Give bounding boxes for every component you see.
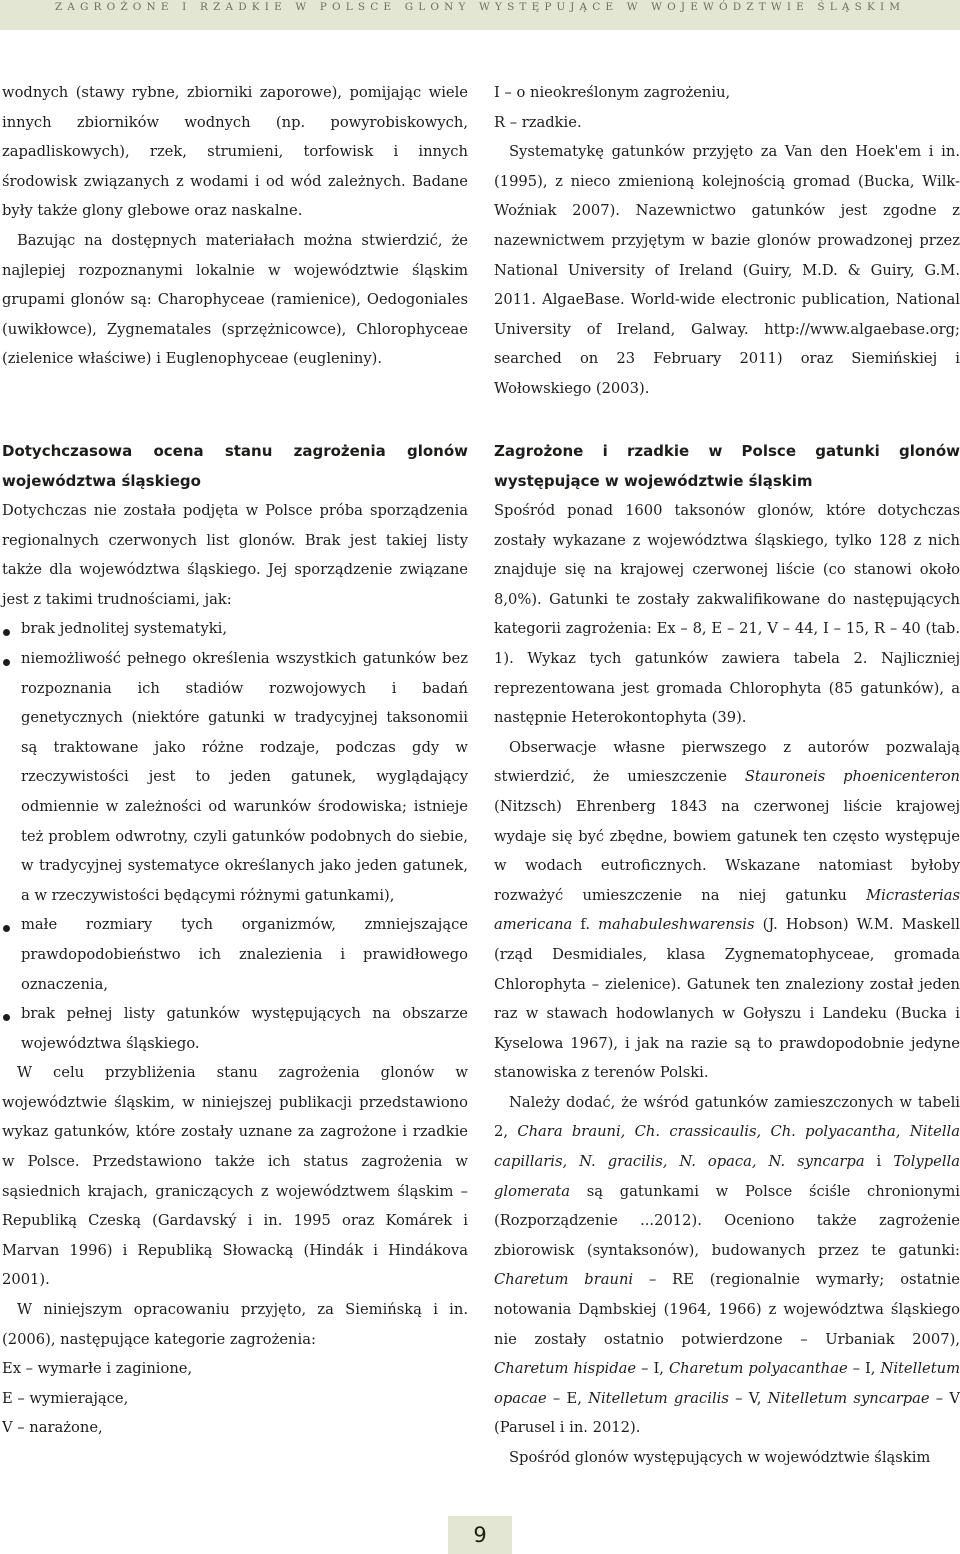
page-number: 9 [448, 1516, 512, 1554]
list-item-text: brak jednolitej systematyki, [21, 620, 228, 638]
species-name: Charetum polyacanthae [668, 1360, 848, 1378]
list-item [2, 614, 468, 644]
bullet-icon [3, 629, 10, 636]
list-item [2, 999, 468, 1058]
observations-paragraph [494, 733, 960, 1088]
category-v: V – narażone, [2, 1419, 103, 1437]
left-column-assessment [2, 436, 468, 1443]
species-name: Charetum brauni [494, 1271, 634, 1289]
running-header-bar [0, 0, 960, 30]
groups-paragraph: Bazując na dostępnych materiałach można stwierdzić, że najlepiej rozpoznanymi lokalnie w województwie śląskim grupami glonów są: Charophyceae (ramienice), Oedogoniales (uwikłowce), Zygnematales (sprzężnicowce), Chlorophyceae (zielenice właściwe) i Euglenophyceae (eugleniny). [2, 231, 468, 368]
text-run: i [864, 1153, 894, 1171]
species-name: Nitelletum syncarpae [767, 1389, 930, 1407]
text-run: – V, [728, 1389, 768, 1407]
right-column [494, 78, 960, 404]
text-run: – E, [546, 1389, 589, 1407]
last-line: Spośród glonów występujących w województwie śląskim [509, 1449, 931, 1466]
text-run: Obserwacje własne pierwszego z autorów pozwalają stwierdzić, że umieszczenie [494, 738, 960, 786]
running-title: ZAGROŻONE I RZADKIE W POLSCE GLONY WYSTĘPUJĄCE W WOJEWÓDZTWIE ŚLĄSKIM [54, 1, 906, 13]
species-name: Charetum hispidae [494, 1360, 637, 1378]
text-run: – I, [847, 1360, 881, 1378]
species-name: Micrasterias americana [494, 886, 960, 934]
charophytes-paragraph [494, 1088, 960, 1443]
difficulties-list [2, 614, 468, 1058]
systematics-paragraph: Systematykę gatunków przyjęto za Van den Hoek'em i in. (1995), z nieco zmienioną kolejnością gromad (Bucka, Wilk-Woźniak 2007). Nazewnictwo gatunków jest zgodne z nazewnictwem przyjętym w bazie glonów prowadzonej przez National University of Ireland (Guiry, M.D. & Guiry, G.M. 2011. AlgaeBase. World-wide electronic publication, National University of Ireland, Galway. http://www.algaebase.org; searched on 23 February 2011) oraz Siemińskiej i Wołowskiego (2003). [494, 143, 960, 397]
left-column [2, 78, 468, 374]
species-name: mahabuleshwarensis [598, 916, 755, 934]
approach-paragraph: W celu przybliżenia stanu zagrożenia glonów w województwie śląskim, w niniejszej publikacji przedstawiono wykaz gatunków, które zostały uznane za zagrożone i rzadkie w Polsce. Przedstawiono także ich status zagrożenia w sąsiednich krajach, graniczących z województwem śląskim – Republiką Czeską (Gardavský i in. 1995 oraz Komárek i Marvan 1996) i Republiką Słowacką (Hindák i Hindákova 2001). [2, 1064, 468, 1289]
species-name: Nitelletum gracilis [588, 1389, 729, 1407]
bullet-icon [3, 925, 10, 932]
text-run: są gatunkami w Polsce ściśle chronionymi (Rozporządzenie ...2012). Oceniono także zagrożenie zbiorowisk (syntaksonów), budowanych przez te gatunki: [494, 1182, 960, 1259]
section-heading-assessment: Dotychczasowa ocena stanu zagrożenia glonów województwa śląskiego [2, 442, 468, 490]
list-item-text: małe rozmiary tych organizmów, zmniejszające prawdopodobieństwo ich znalezienia i prawidłowego oznaczenia, [21, 916, 468, 993]
summary-paragraph: Spośród ponad 1600 taksonów glonów, które dotychczas zostały wykazane z województwa śląskiego, tylko 128 z nich znajduje się na krajowej czerwonej liście (co stanowi około 8,0%). Gatunki te zostały zakwalifikowane do następujących kategorii zagrożenia: Ex – 8, E – 21, V – 44, I – 15, R – 40 (tab. 1). Wykaz tych gatunków zawiera tabela 2. Najliczniej reprezentowana jest gromada Chlorophyta (85 gatunków), a następnie Heterokontophyta (39). [494, 502, 960, 727]
list-item [2, 910, 468, 999]
text-run: (J. Hobson) W.M. Maskell (rząd Desmidiales, klasa Zygnematophyceae, gromada Chlorophyta – zielenice). Gatunek ten znaleziony został jeden raz w stawach hodowlanych w Gołyszu i Landeku (Bucka i Kyselowa 1967), i jak na razie są to prawdopodobnie jedyne stanowiska z terenów Polski. [494, 916, 960, 1082]
category-e: E – wymierające, [2, 1389, 129, 1407]
categories-intro: W niniejszym opracowaniu przyjęto, za Siemińską i in. (2006), następujące kategorie zagrożenia: [2, 1301, 468, 1348]
bullet-icon [3, 659, 10, 666]
category-r: R – rzadkie. [494, 113, 582, 131]
category-ex: Ex – wymarłe i zaginione, [2, 1360, 193, 1378]
species-name: Nitelletum opacae [494, 1360, 960, 1407]
text-run: Należy dodać, że wśród gatunków zamieszczonych w tabeli 2, [494, 1093, 960, 1141]
category-i: I – o nieokreślonym zagrożeniu, [494, 84, 731, 101]
species-name: Stauroneis phoenicenteron [744, 768, 960, 786]
list-item-text: brak pełnej listy gatunków występujących na obszarze województwa śląskiego. [21, 1005, 468, 1052]
list-item [2, 644, 468, 910]
assessment-paragraph: Dotychczas nie została podjęta w Polsce próba sporządzenia regionalnych czerwonych list glonów. Brak jest takiej listy także dla województwa śląskiego. Jej sporządzenie związane jest z takimi trudnościami, jak: [2, 502, 468, 608]
species-name: Chara brauni, Ch. crassicaulis, Ch. polyacantha, Nitella capillaris, N. gracilis, N. opaca, N. syncarpa [494, 1123, 960, 1171]
text-run: (Nitzsch) Ehrenberg 1843 na czerwonej liście krajowej wydaje się być zbędne, bowiem gatunek ten często występuje w wodach eutroficznych. Wskazane natomiast byłoby rozważyć umieszczenie na niej gatunku [494, 797, 960, 904]
intro-paragraph: wodnych (stawy rybne, zbiorniki zaporowe), pomijając wiele innych zbiorników wodnych (np. powyrobiskowych, zapadliskowych), rzek, strumieni, torfowisk i innych środowisk związanych z wodami i od wód zależnych. Badane były także glony glebowe oraz naskalne. [2, 84, 468, 220]
right-column-species [494, 436, 960, 1473]
species-name: Tolypella glomerata [494, 1153, 960, 1200]
section-heading-species: Zagrożone i rzadkie w Polsce gatunki glonów występujące w województwie śląskim [494, 442, 960, 490]
text-run: – V (Parusel i in. 2012). [494, 1389, 960, 1437]
text-run: – RE (regionalnie wymarły; ostatnie notowania Dąmbskiej (1964, 1966) z województwa śląskiego nie zostały ostatnio potwierdzone – Urbaniak 2007), [494, 1271, 960, 1348]
list-item-text: niemożliwość pełnego określenia wszystkich gatunków bez rozpoznania ich stadiów rozwojowych i badań genetycznych (niektóre gatunki w tradycyjnej taksonomii są traktowane jako różne rodzaje, podczas gdy w rzeczywistości jest to jeden gatunek, wyglądający odmiennie w zależności od warunków środowiska; istnieje też problem odwrotny, czyli gatunków podobnych do siebie, w tradycyjnej systematyce określanych jako jeden gatunek, a w rzeczywistości będącymi różnymi gatunkami), [21, 649, 468, 904]
text-run: – I, [636, 1360, 669, 1378]
bullet-icon [3, 1014, 10, 1021]
text-run: f. [572, 916, 599, 934]
